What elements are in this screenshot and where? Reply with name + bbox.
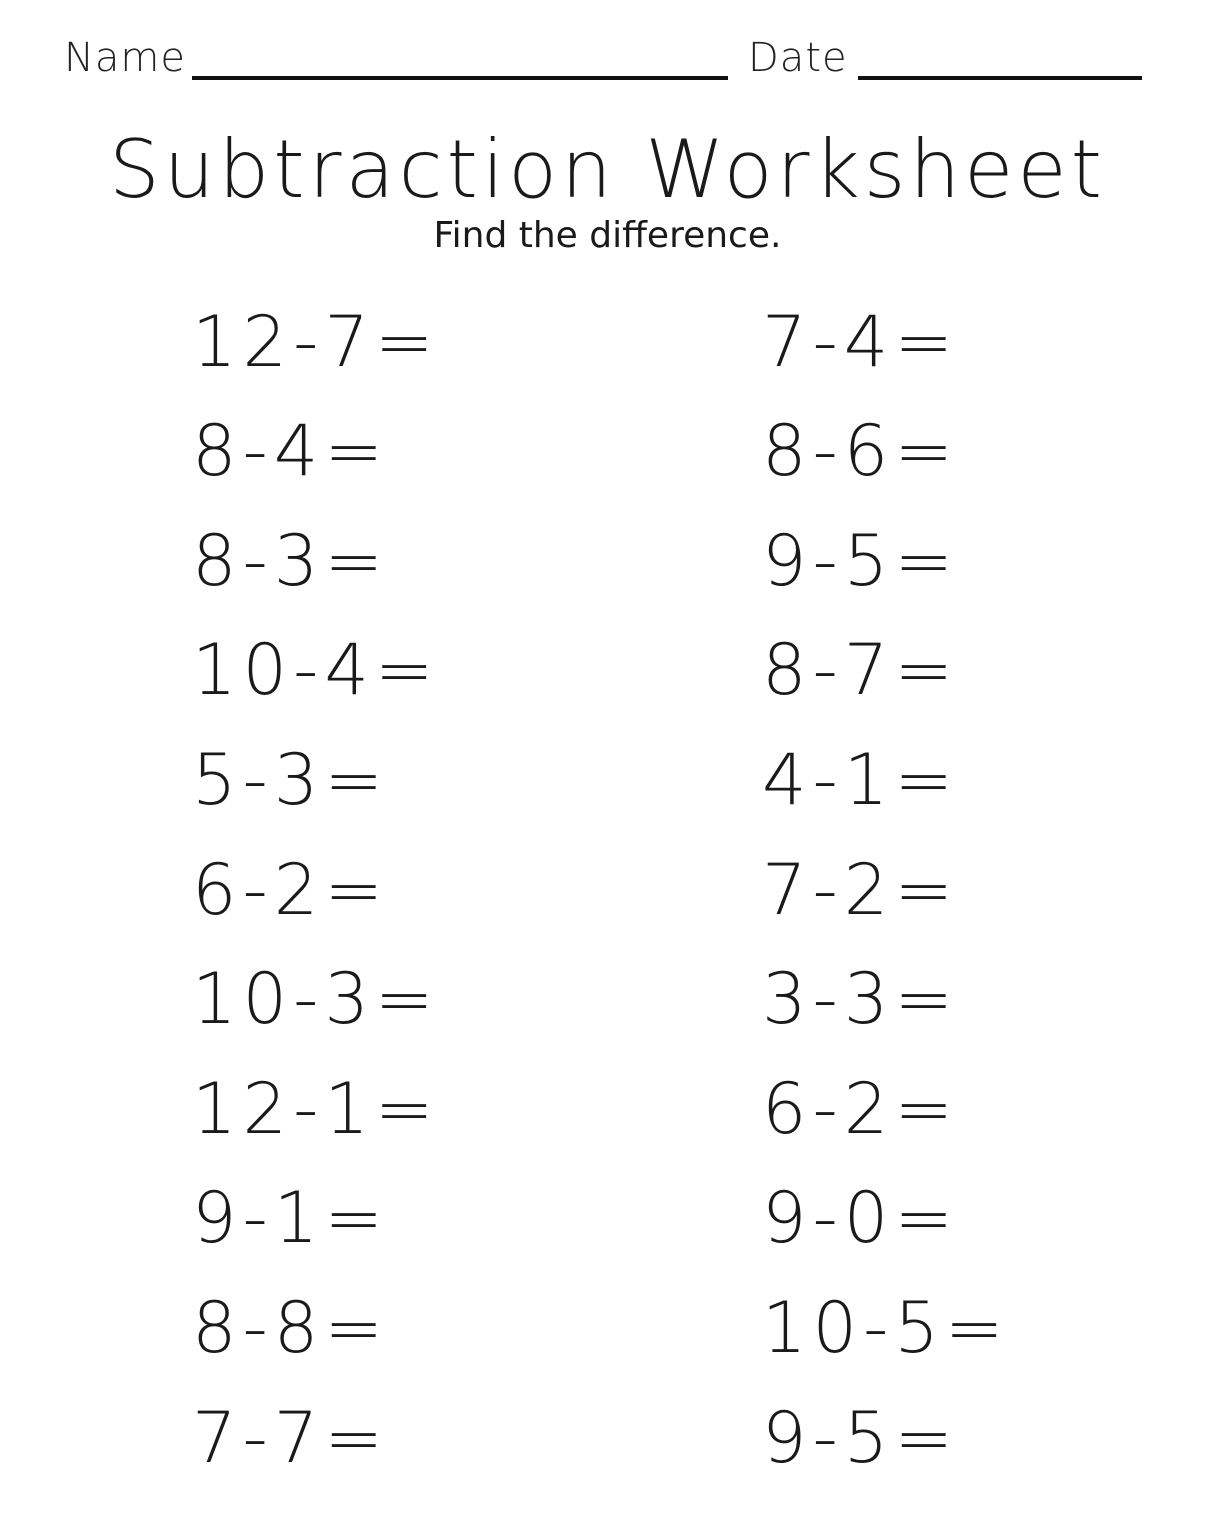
problem-left-9: 9-1= xyxy=(192,1177,389,1259)
problem-right-3: 9-5= xyxy=(762,520,959,602)
date-label: Date xyxy=(748,35,848,81)
problem-left-5: 5-3= xyxy=(192,739,389,821)
problem-right-8: 6-2= xyxy=(762,1068,959,1150)
worksheet-instructions: Find the difference. xyxy=(433,215,782,256)
problem-right-10: 10-5= xyxy=(762,1287,1010,1369)
problem-right-2: 8-6= xyxy=(762,410,959,492)
problem-right-1: 7-4= xyxy=(762,301,959,383)
problem-left-3: 8-3= xyxy=(192,520,389,602)
problem-right-5: 4-1= xyxy=(762,739,959,821)
problem-left-8: 12-1= xyxy=(192,1068,440,1150)
problem-right-6: 7-2= xyxy=(762,849,959,931)
problem-left-6: 6-2= xyxy=(192,849,389,931)
problem-right-7: 3-3= xyxy=(762,958,959,1040)
problem-left-11: 7-7= xyxy=(192,1397,389,1479)
problem-left-2: 8-4= xyxy=(192,410,389,492)
problem-left-7: 10-3= xyxy=(192,958,440,1040)
name-label: Name xyxy=(64,35,187,81)
problem-left-10: 8-8= xyxy=(192,1287,389,1369)
problem-right-11: 9-5= xyxy=(762,1397,959,1479)
worksheet-title: Subtraction Worksheet xyxy=(109,123,1106,216)
problem-left-1: 12-7= xyxy=(192,301,440,383)
problem-right-9: 9-0= xyxy=(762,1177,959,1259)
problem-left-4: 10-4= xyxy=(192,629,440,711)
problem-right-4: 8-7= xyxy=(762,629,959,711)
